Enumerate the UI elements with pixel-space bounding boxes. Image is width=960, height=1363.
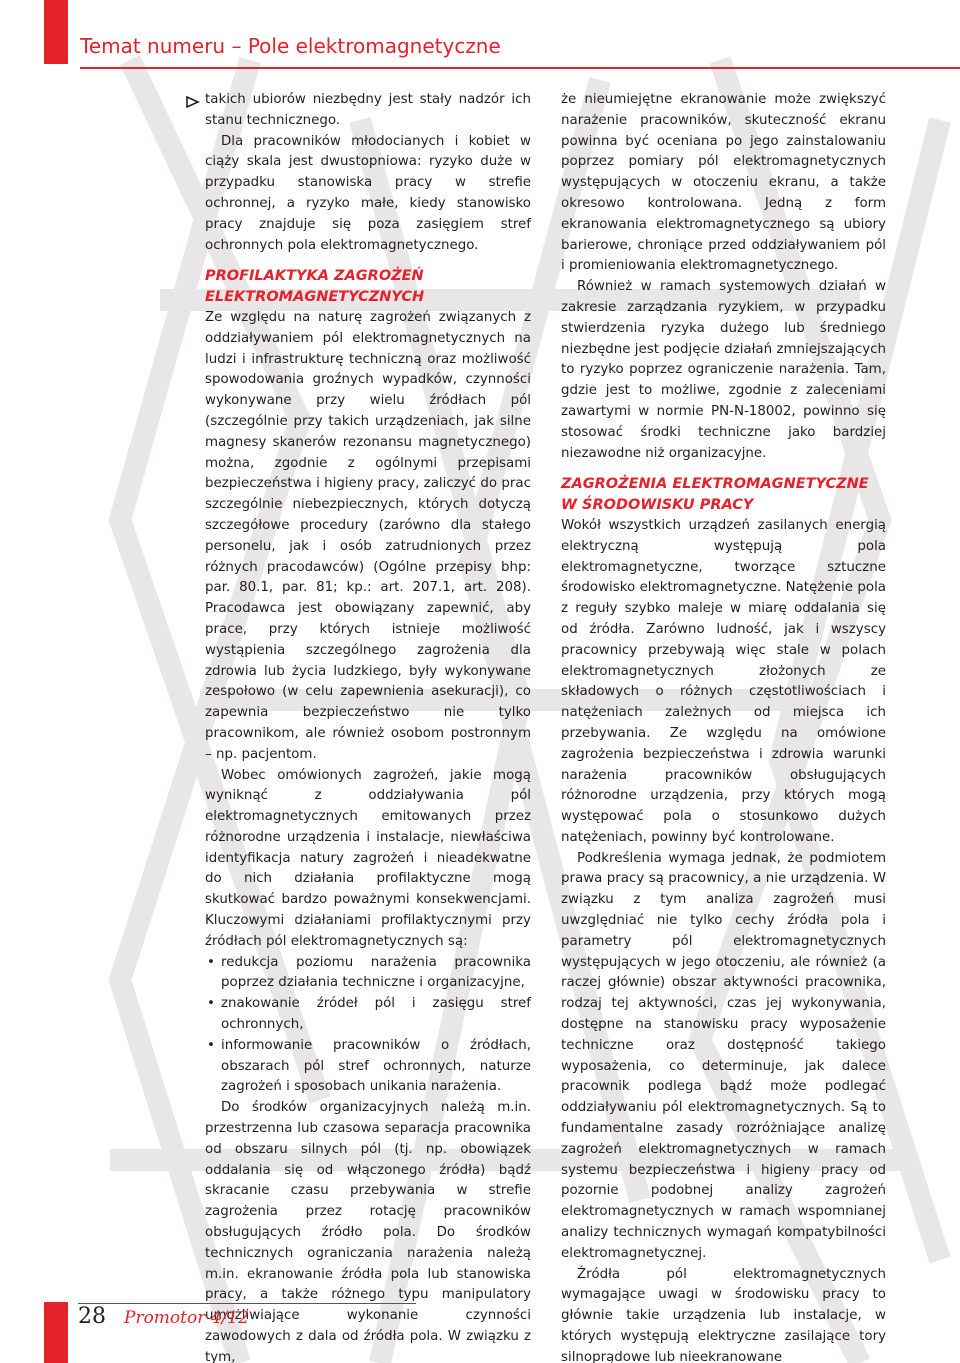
paragraph: Ze względu na naturę zagrożeń związanych z oddziaływaniem pól elektromagnetycznych na ludzi i infrastrukturę techniczną oraz możliwość spowodowania groźnych wypadków, czynności wykonywane przy wielu źródłach pól (szczególnie przy takich urządzeniach, jak silne magnesy skanerów rezonansu magnetycznego) można, zgodnie z ogólnymi przepisami bezpieczeństwa i higieny pracy, zaliczyć do prac szczególnie niebezpiecznych, których dotyczą szczegółowe procedury (zarówno dla stałego personelu, jak i osób zatrudnionych przez różnych pracodawców) (Ogólne przepisy bhp: par. 80.1, par. 81; kp.: art. 207.1, art. 208). Pracodawca jest obowiązany zapewnić, aby prace, przy których istnieje możliwość wystąpienia szczególnego zagrożenia dla zdrowia lub życia ludzkiego, były wykonywane zespołowo (w celu zapewnienia asekuracji), co zapewnia bezpieczeństwo nie tylko pracownikom, ale również osobom postronnym – np. pacjentom. — [205, 309, 531, 762]
magazine-issue: Promotor 4/12 — [124, 1308, 249, 1328]
list-item-text: informowanie pracowników o źródłach, obszarach pól stref ochronnych, naturze zagrożeń i sposobach unikania narażenia. — [221, 1037, 531, 1095]
page-number: 28 — [78, 1304, 106, 1329]
left-column — [205, 90, 531, 1363]
list-item-text: redukcja poziomu narażenia pracownika poprzez działania techniczne i organizacyjne, — [221, 954, 531, 991]
list-item-text: znakowanie źródeł pól i zasięgu stref ochronnych, — [221, 996, 531, 1033]
bullet-dot-icon: • — [207, 954, 215, 970]
paragraph: Dla pracowników młodocianych i kobiet w ciąży skala jest dwustopniowa: ryzyko duże w przypadku stanowiska pracy w strefie ochronnej, a ryzyko małe, kiedy stanowisko pracy znajduje się poza zasięgiem stref ochronnych pola elektromagnetycznego. — [205, 133, 531, 253]
paragraph: Wobec omówionych zagrożeń, jakie mogą wyniknąć z oddziaływania pól elektromagnetycznych emitowanych przez różnorodne urządzenia i instalacje, niewłaściwa identyfikacja natury zagrożeń i nieadekwatne do nich działania profilaktyczne mogą skutkować bardzo poważnymi konsekwencjami. Kluczowymi działaniami profilaktycznymi przy źródłach pól elektromagnetycznych są: — [205, 767, 531, 949]
bullet-dot-icon: • — [207, 1037, 215, 1053]
section-heading — [561, 474, 886, 516]
paragraph: Źródła pól elektromagnetycznych wymagające uwagi w środowisku pracy to głównie takie urządzenia lub instalacje, w których występują elektryczne zasilające tory silnoprądowe lub nieekranowane — [561, 1266, 886, 1363]
header-accent-bar — [44, 0, 68, 64]
bullet-dot-icon: • — [207, 996, 215, 1012]
section-heading-line: ELEKTROMAGNETYCZNYCH — [205, 289, 425, 306]
paragraph: Wokół wszystkich urządzeń zasilanych energią elektryczną występują pola elektromagnetyczne, tworzące sztuczne środowisko elektromagnetyczne. Natężenie pola z reguły szybko maleje w miarę oddalania się od źródła. Zarówno ludność, jak i wszyscy pracownicy przebywają więc stale w polach elektromagnetycznych złożonych ze składowych o różnych częstotliwościach i natężeniach zależnych od miejsca ich przebywania. Ze względu na omówione zagrożenia bezpieczeństwa i zdrowia warunki narażenia pracowników obsługujących różnorodne urządzenia, przy których mogą występować pola o stosunkowo dużych natężeniach, powinny być kontrolowane. — [561, 517, 886, 845]
list-item — [205, 1036, 531, 1098]
footer-accent-bar — [44, 1302, 68, 1363]
paragraph: takich ubiorów niezbędny jest stały nadzór ich stanu technicznego. — [205, 92, 531, 128]
section-heading — [205, 266, 531, 308]
page-title: Temat numeru – Pole elektromagnetyczne — [80, 34, 501, 58]
list-item — [205, 953, 531, 995]
list-item — [205, 994, 531, 1036]
section-heading-line: PROFILAKTYKA ZAGROŻEŃ — [205, 268, 424, 285]
section-heading-line: W ŚRODOWISKU PRACY — [561, 497, 754, 514]
footer-divider — [78, 1303, 416, 1304]
section-heading-line: ZAGROŻENIA ELEKTROMAGNETYCZNE — [561, 476, 869, 493]
triangle-arrow-icon — [186, 96, 200, 108]
paragraph: Do środków organizacyjnych należą m.in. przestrzenna lub czasowa separacja pracownika od obszaru silnych pól (tj. np. obowiązek oddalania się od włączonego źródła) bądź skracanie czasu przebywania w strefie zagrożenia przez rotację pracowników obsługujących źródło pola. Do środków technicznych ograniczania narażenia należą m.in. ekranowanie źródła pola lub stanowiska pracy, a także różnego typu manipulatory umożliwiające wykonanie czynności zawodowych z dala od źródła pola. W związku z tym, — [205, 1100, 531, 1363]
right-column — [561, 90, 886, 1363]
paragraph: Również w ramach systemowych działań w zakresie zarządzania ryzykiem, w przypadku stwierdzenia ryzyka dużego lub średniego niezbędne jest podjęcie działań zmniejszających to ryzyko poprzez ograniczenie narażenia. Tam, gdzie jest to możliwe, zgodnie z zaleceniami zawartymi w normie PN-N-18002, powinno się stosować środki techniczne jako bardziej niezawodne niż organizacyjne. — [561, 279, 886, 461]
paragraph: Podkreślenia wymaga jednak, że podmiotem prawa pracy są pracownicy, a nie urządzenia. W związku z tym analiza zagrożeń musi uwzględniać nie tylko cechy źródła pola i parametry pól elektromagnetycznych występujących w jego otoczeniu, ale również (a raczej głównie) obszar aktywności pracownika, rodzaj tej aktywności, czas jej wykonywania, dostępne na stanowisku pracy wyposażenie techniczne oraz dostępność takiego wyposażenia, co determinuje, jak dalece pracownik podlega bądź może podlegać oddziaływaniu pól elektromagnetycznych. Są to fundamentalne zasady rozróżniające analizę zagrożeń elektromagnetycznych w ramach systemu bezpieczeństwa i higieny pracy od pozornie podobnej analizy zagrożeń elektromagnetycznych w ramach wspomnianej analizy technicznych wymagań kompatybilności elektromagnetycznej. — [561, 850, 886, 1261]
paragraph: że nieumiejętne ekranowanie może zwiększyć narażenie pracowników, skuteczność ekranu powinna być oceniana po jego zainstalowaniu poprzez pomiary pól elektromagnetycznych występujących w otoczeniu ekranu, a także okresowo kontrolowana. Jedną z form ekranowania elektromagnetycznego są ubiory barierowe, chroniące przed oddziaływaniem pól i promieniowania elektromagnetycznego. — [561, 92, 886, 274]
bullet-list — [205, 953, 531, 1099]
header-divider — [80, 67, 960, 69]
